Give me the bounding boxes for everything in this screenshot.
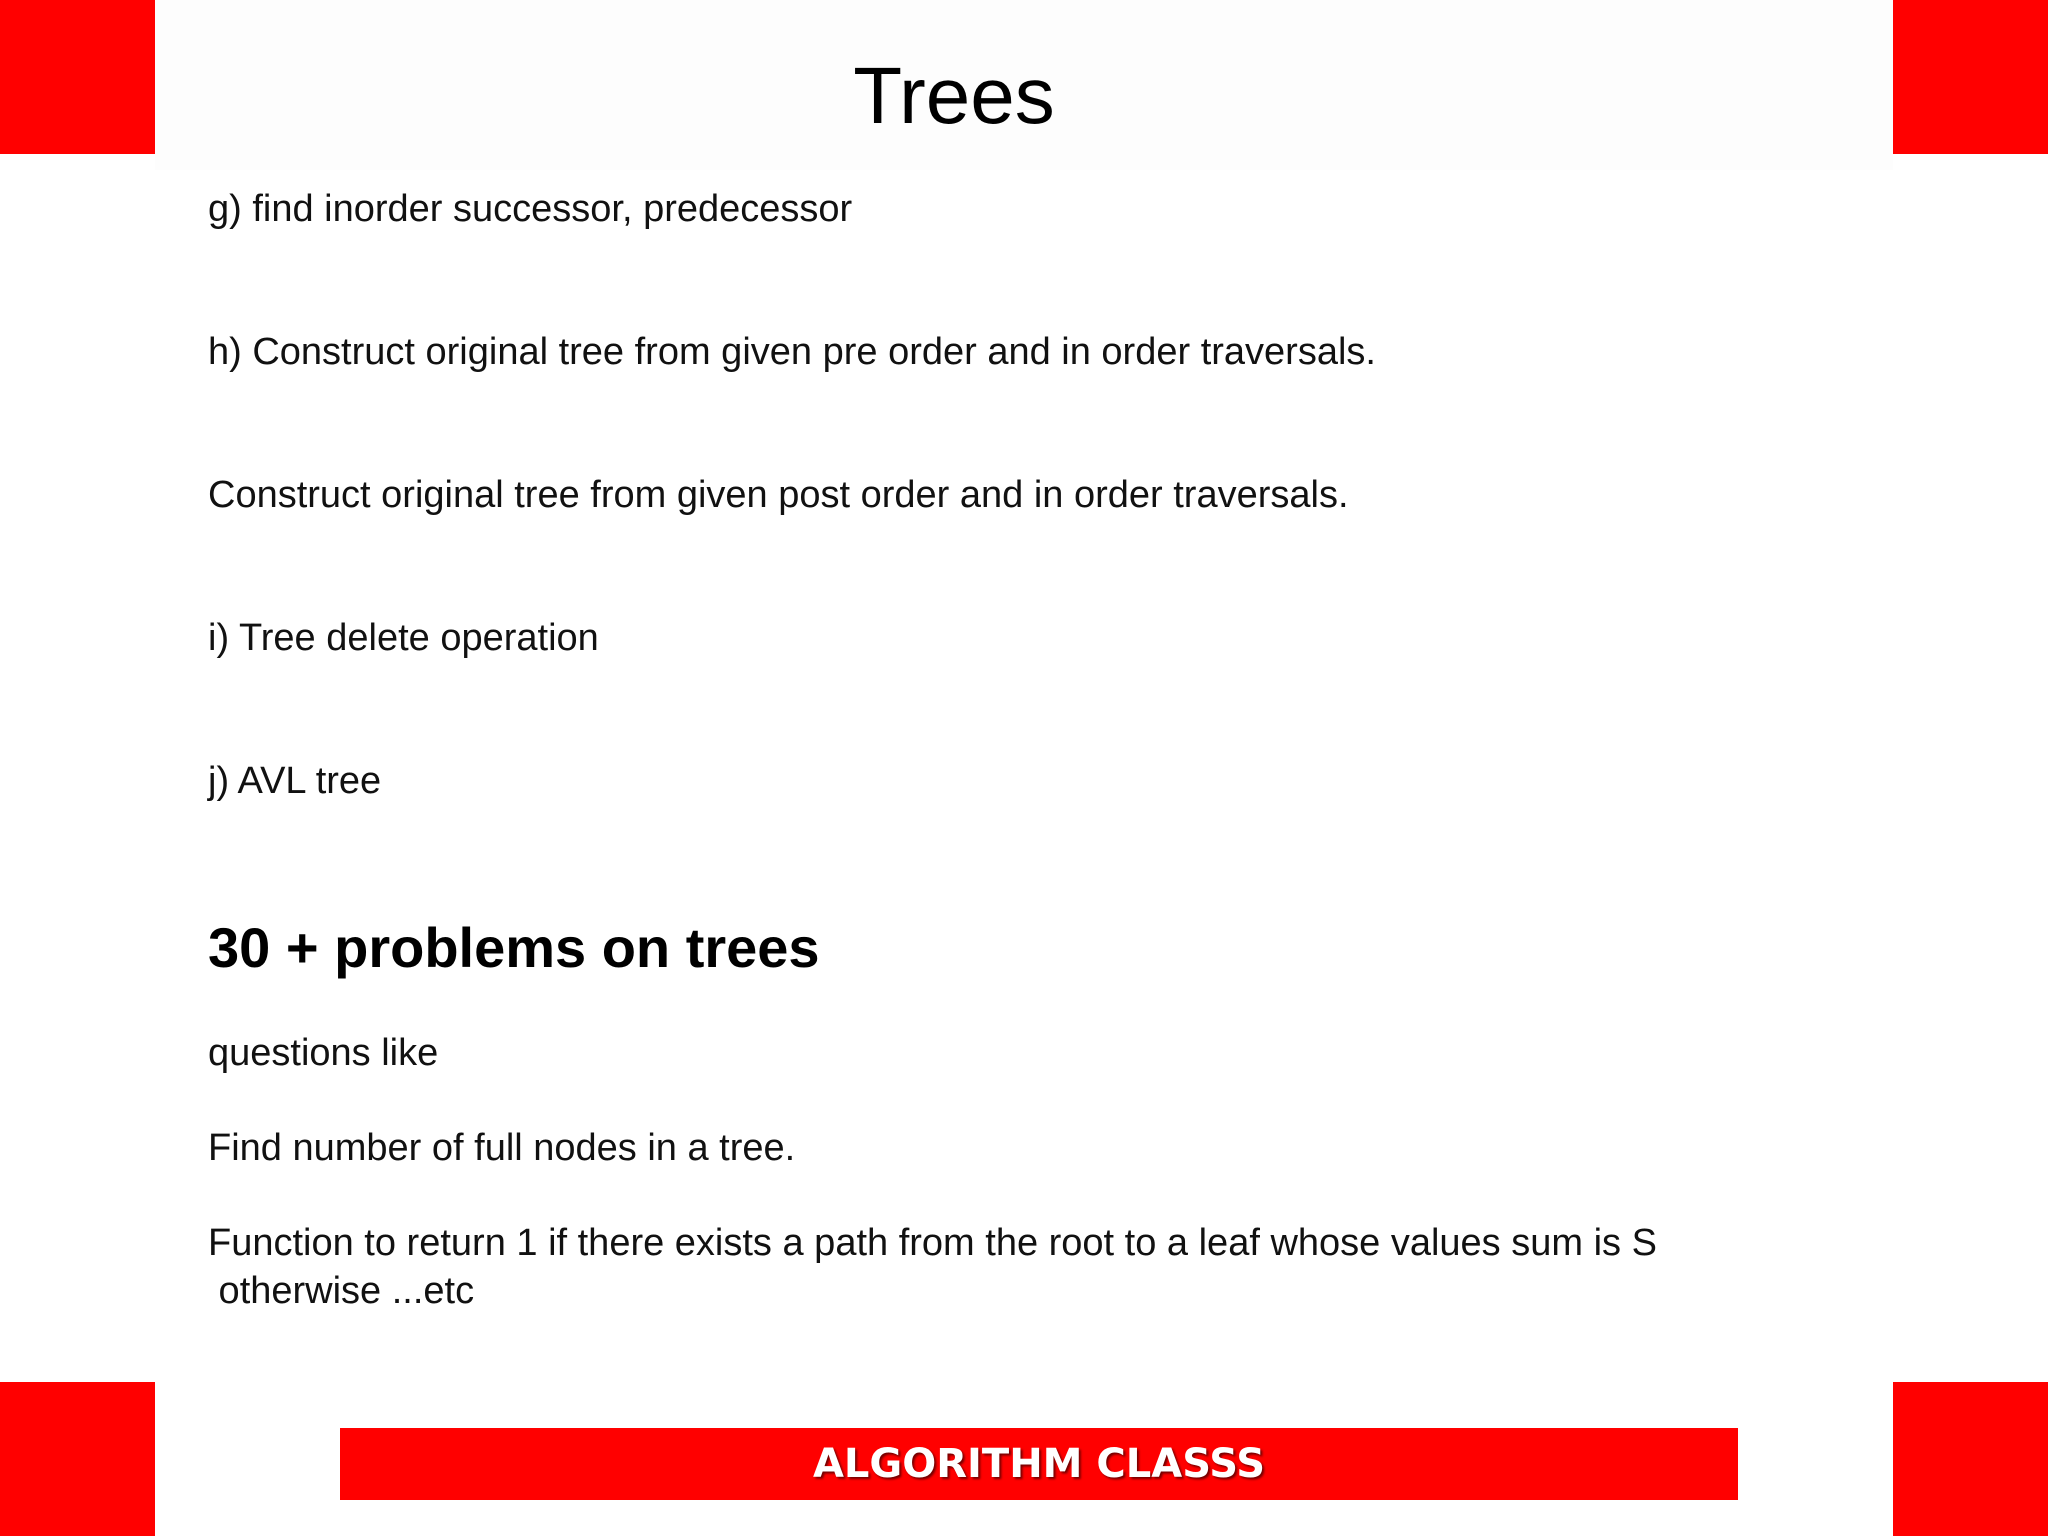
corner-decoration-bottom-right	[1893, 1382, 2048, 1536]
footer-label: ALGORITHM CLASSS	[812, 1441, 1266, 1487]
corner-decoration-top-right	[1893, 0, 2048, 154]
questions-intro: questions like	[208, 1032, 439, 1074]
footer-banner	[340, 1428, 1738, 1500]
question-full-nodes: Find number of full nodes in a tree.	[208, 1127, 796, 1169]
corner-decoration-bottom-left	[0, 1382, 155, 1536]
list-item-h-post: Construct original tree from given post order and in order traversals.	[208, 474, 1349, 516]
list-item-g: g) find inorder successor, predecessor	[208, 188, 853, 230]
question-path-sum-line2: otherwise ...etc	[208, 1270, 475, 1312]
list-item-h: h) Construct original tree from given pre order and in order traversals.	[208, 331, 1376, 373]
question-path-sum-line1: Function to return 1 if there exists a path from the root to a leaf whose values sum is S	[208, 1222, 1657, 1264]
section-heading: 30 + problems on trees	[208, 916, 820, 979]
slide-title: Trees	[853, 51, 1055, 140]
list-item-j: j) AVL tree	[208, 760, 382, 802]
list-item-i: i) Tree delete operation	[208, 617, 599, 659]
